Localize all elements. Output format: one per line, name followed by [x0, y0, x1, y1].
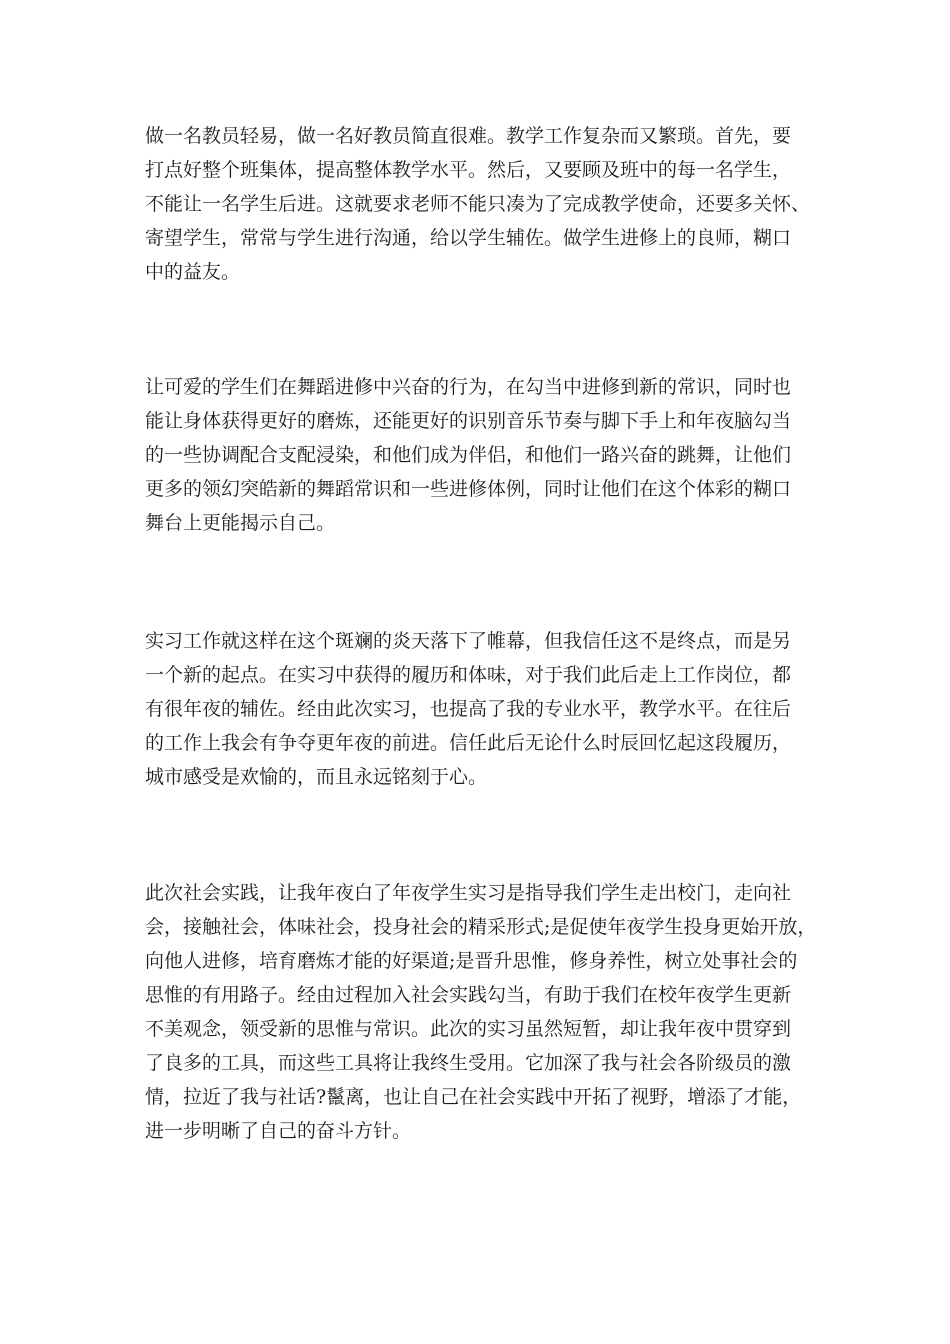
text-line: 的一些协调配合支配浸染，和他们成为伴侣，和他们一路兴奋的跳舞，让他们 — [145, 444, 792, 466]
text-line: 能让身体获得更好的磨炼，还能更好的识别音乐节奏与脚下手上和年夜脑勾当 — [145, 410, 792, 432]
text-line: 更多的领幻突皓新的舞蹈常识和一些进修体例，同时让他们在这个体彩的糊口 — [145, 478, 792, 500]
paragraph-teaching — [145, 119, 825, 289]
text-line: 做一名教员轻易，做一名好教员简直很难。教学工作复杂而又繁琐。首先，要 — [145, 125, 792, 147]
text-line: 寄望学生，常常与学生进行沟通，给以学生辅佐。做学生进修上的良师，糊口 — [145, 227, 792, 249]
paragraph-dance — [145, 370, 825, 540]
text-line: 一个新的起点。在实习中获得的履历和体味，对于我们此后走上工作岗位，都 — [145, 664, 792, 686]
text-line: 实习工作就这样在这个斑斓的炎天落下了帷幕，但我信任这不是终点，而是另 — [145, 630, 792, 652]
text-line: 情，拉近了我与社话?鬣离，也让自己在社会实践中开拓了视野，增添了才能， — [145, 1086, 802, 1108]
text-line: 了良多的工具，而这些工具将让我终生受用。它加深了我与社会各阶级员的激 — [145, 1052, 792, 1074]
text-line: 不美观念，领受新的思惟与常识。此次的实习虽然短暂，却让我年夜中贯穿到 — [145, 1018, 792, 1040]
text-line: 中的益友。 — [145, 261, 241, 283]
text-line: 城市感受是欢愉的，而且永远铭刻于心。 — [145, 766, 488, 788]
text-line: 进一步明晰了自己的奋斗方针。 — [145, 1120, 412, 1142]
text-line: 让可爱的学生们在舞蹈进修中兴奋的行为，在勾当中进修到新的常识，同时也 — [145, 376, 792, 398]
text-line: 此次社会实践，让我年夜白了年夜学生实习是指导我们学生走出校门，走向社 — [145, 882, 792, 904]
text-line: 不能让一名学生后进。这就要求老师不能只凑为了完成教学使命，还要多关怀、 — [145, 193, 811, 215]
text-line: 舞台上更能揭示自己。 — [145, 512, 336, 534]
text-line: 有很年夜的辅佐。经由此次实习，也提高了我的专业水平，教学水平。在往后 — [145, 698, 792, 720]
text-line: 会，接触社会，体味社会，投身社会的精采形式;是促使年夜学生投身更始开放， — [145, 916, 817, 938]
text-line: 的工作上我会有争夺更年夜的前进。信任此后无论什么时辰回忆起这段履历， — [145, 732, 792, 754]
text-line: 向他人进修，培育磨炼才能的好渠道;是晋升思惟，修身养性，树立处事社会的 — [145, 950, 798, 972]
text-line: 打点好整个班集体，提高整体教学水平。然后，又要顾及班中的每一名学生， — [145, 159, 792, 181]
paragraph-internship-end — [145, 624, 825, 794]
text-line: 思惟的有用路子。经由过程加入社会实践勾当，有助于我们在校年夜学生更新 — [145, 984, 792, 1006]
paragraph-social-practice — [145, 876, 825, 1148]
